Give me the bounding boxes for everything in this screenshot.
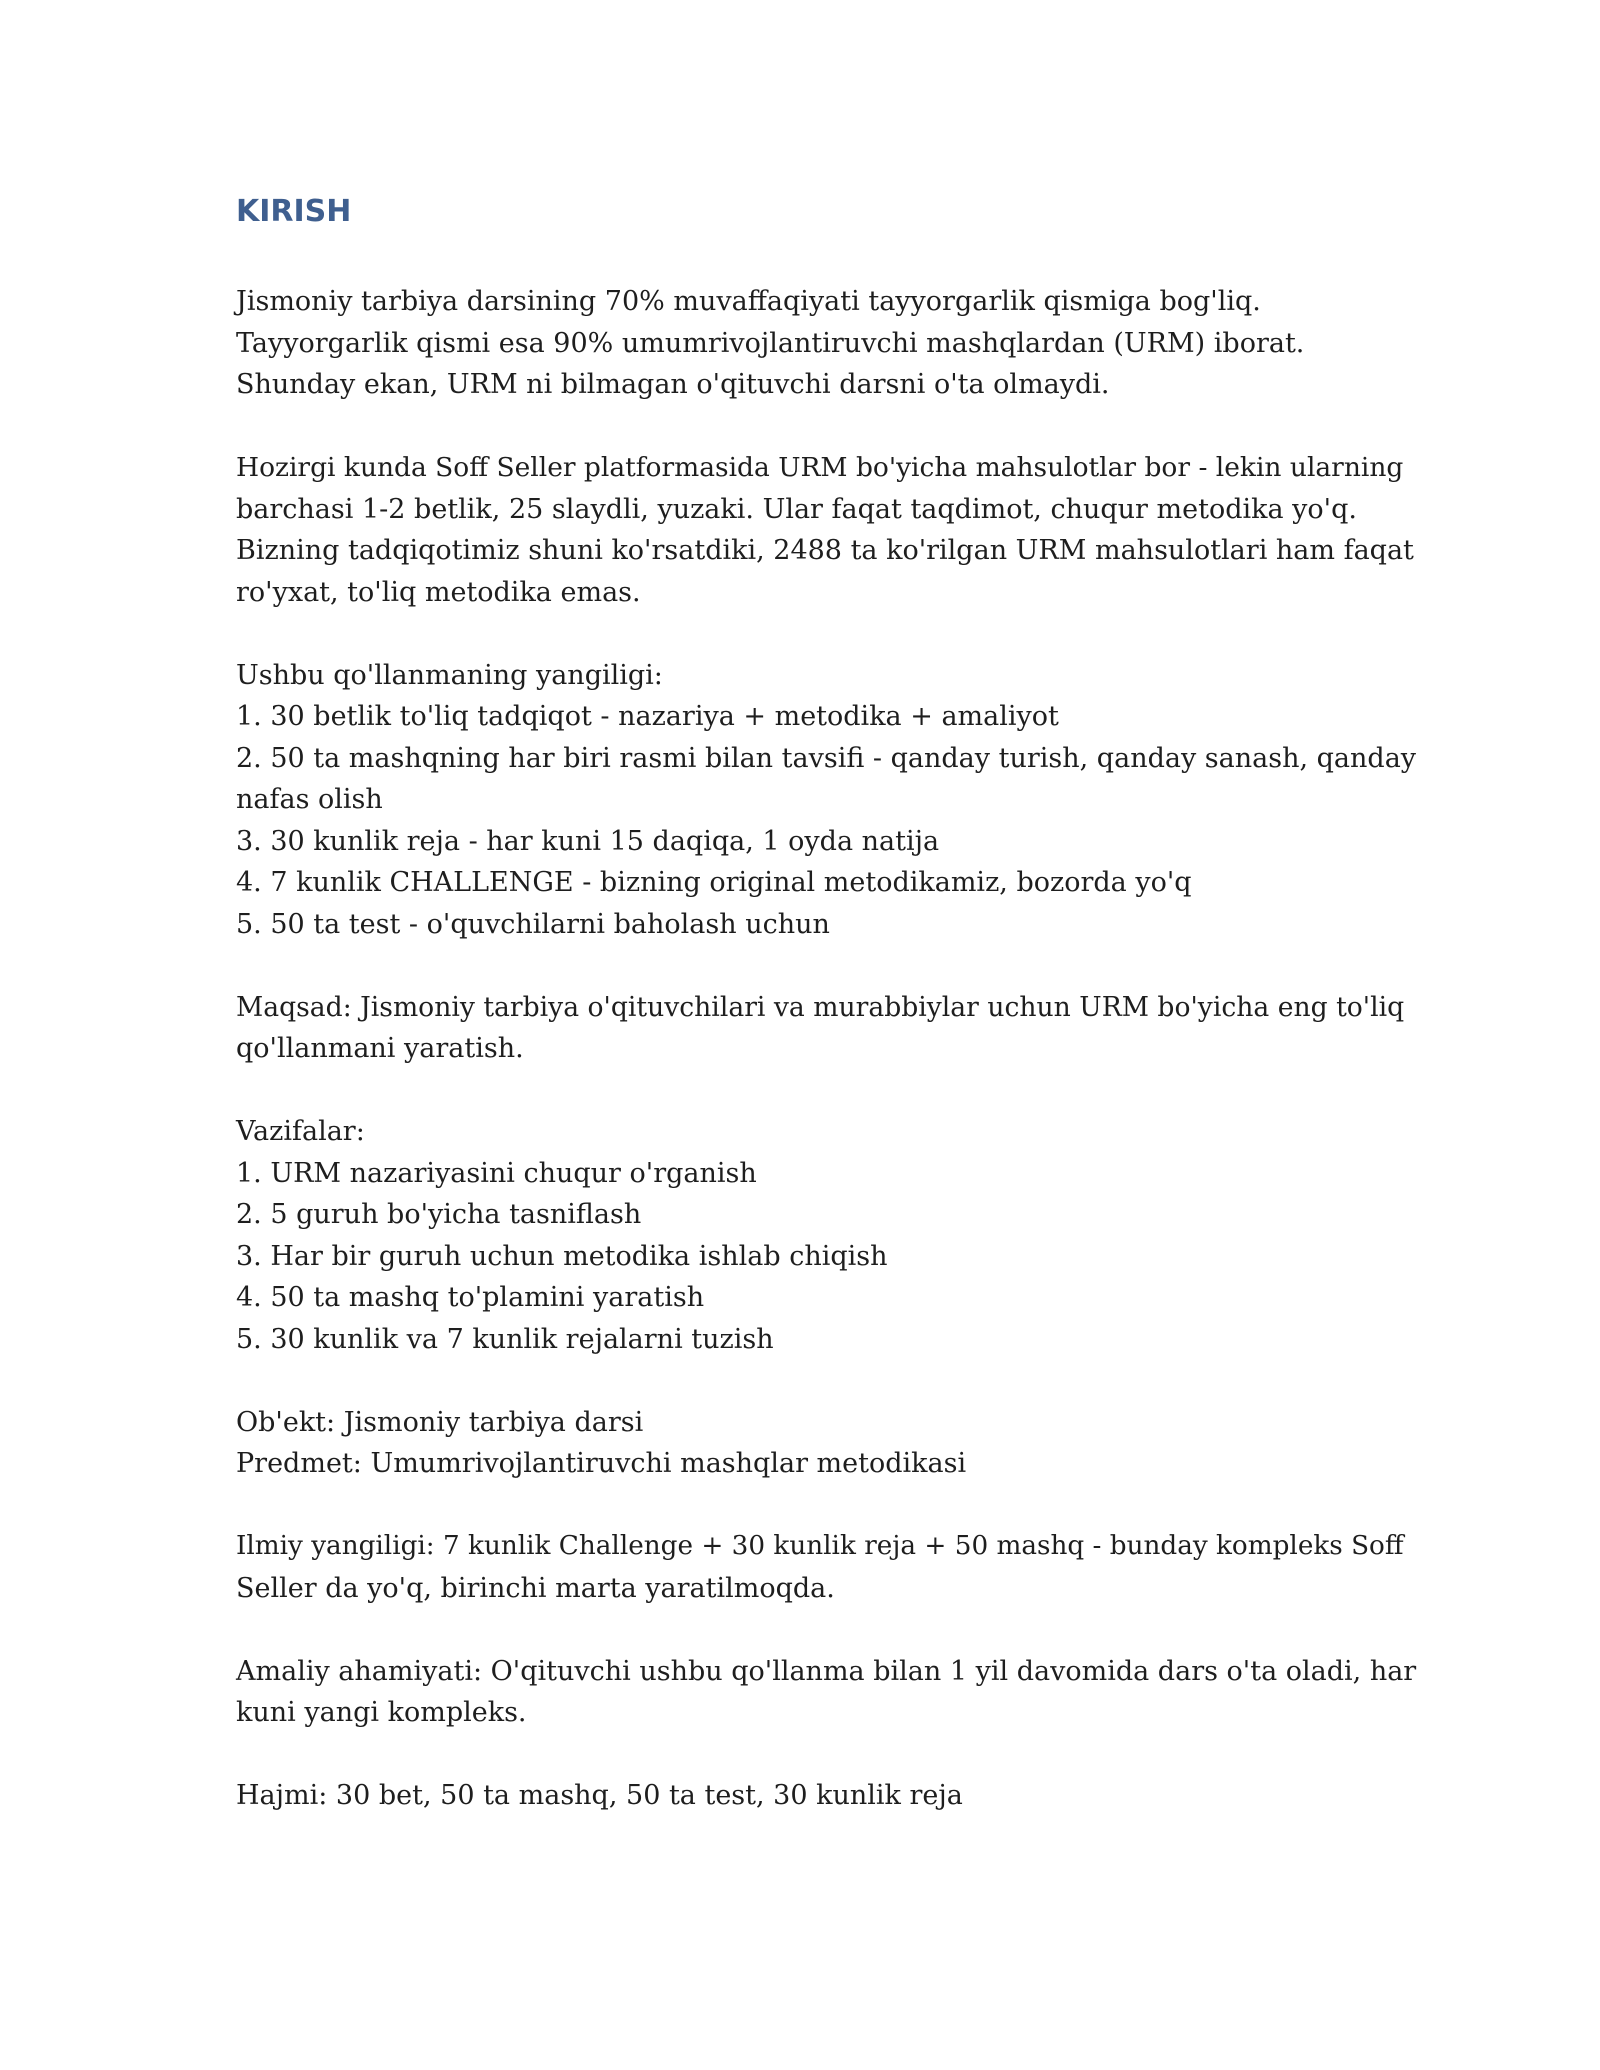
text-line: kuni yangi kompleks. bbox=[236, 1697, 527, 1728]
text-line: Hozirgi kunda Soff Seller platformasida URM bo'yicha mahsulotlar bor - lekin ularning bbox=[236, 452, 1404, 483]
market-paragraph bbox=[236, 447, 1416, 613]
novelty-list bbox=[236, 655, 1416, 946]
text-line: Seller da yo'q, birinchi marta yaratilmoqda. bbox=[236, 1572, 835, 1604]
list-item: 2. 50 ta mashqning har biri rasmi bilan tavsifi - qanday turish, qanday sanash, qanday bbox=[236, 742, 1417, 774]
volume-paragraph bbox=[236, 1775, 1416, 1817]
text-line: Maqsad: Jismoniy tarbiya o'qituvchilari va murabbiylar uchun URM bo'yicha eng to'liq bbox=[236, 991, 1405, 1023]
list-item: 4. 50 ta mashq to'plamini yaratish bbox=[236, 1282, 705, 1313]
text-line: Ob'ekt: Jismoniy tarbiya darsi bbox=[236, 1406, 644, 1438]
object-subject-paragraph bbox=[236, 1402, 1416, 1485]
text-line: Amaliy ahamiyati: O'qituvchi ushbu qo'llanma bilan 1 yil davomida dars o'ta oladi, har bbox=[236, 1655, 1417, 1687]
text-line: Predmet: Umumrivojlantiruvchi mashqlar metodikasi bbox=[236, 1448, 967, 1479]
text-line: Hajmi: 30 bet, 50 ta mashq, 50 ta test, 30 kunlik reja bbox=[236, 1780, 963, 1811]
goal-paragraph bbox=[236, 987, 1416, 1070]
document-body bbox=[236, 188, 1416, 1858]
text-line: barchasi 1-2 betlik, 25 slaydli, yuzaki. Ular faqat taqdimot, chuqur metodika yo'q. bbox=[236, 493, 1357, 525]
tasks-list bbox=[236, 1111, 1416, 1360]
list-item: 1. 30 betlik to'liq tadqiqot - nazariya + metodika + amaliyot bbox=[236, 701, 1059, 732]
list-item: 2. 5 guruh bo'yicha tasniflash bbox=[236, 1199, 642, 1230]
list-item: 1. URM nazariyasini chuqur o'rganish bbox=[236, 1157, 757, 1189]
list-item: 4. 7 kunlik CHALLENGE - bizning original metodikamiz, bozorda yo'q bbox=[236, 867, 1192, 898]
list-item: 3. 30 kunlik reja - har kuni 15 daqiqa, 1 oyda natija bbox=[236, 825, 940, 857]
practical-value-paragraph bbox=[236, 1651, 1416, 1734]
text-line: Shunday ekan, URM ni bilmagan o'qituvchi darsni o'ta olmaydi. bbox=[236, 369, 1110, 400]
list-title: Ushbu qo'llanmaning yangiligi: bbox=[236, 659, 663, 691]
text-line: Jismoniy tarbiya darsining 70% muvaffaqiyati tayyorgarlik qismiga bog'liq. bbox=[236, 286, 1261, 317]
list-item: 5. 30 kunlik va 7 kunlik rejalarni tuzish bbox=[236, 1323, 774, 1355]
text-line: Ilmiy yangiligi: 7 kunlik Challenge + 30 kunlik reja + 50 mashq - bunday kompleks Soff bbox=[236, 1531, 1404, 1561]
list-item: 5. 50 ta test - o'quvchilarni baholash uchun bbox=[236, 908, 830, 940]
list-title: Vazifalar: bbox=[236, 1116, 365, 1147]
section-heading: KIRISH bbox=[236, 194, 352, 229]
text-line: Bizning tadqiqotimiz shuni ko'rsatdiki, 2488 ta ko'rilgan URM mahsulotlari ham faqat bbox=[236, 535, 1414, 566]
list-item: 3. Har bir guruh uchun metodika ishlab chiqish bbox=[236, 1240, 888, 1272]
intro-paragraph bbox=[236, 281, 1416, 406]
text-line: qo'llanmani yaratish. bbox=[236, 1033, 524, 1064]
list-item: nafas olish bbox=[236, 784, 383, 815]
text-line: Tayyorgarlik qismi esa 90% umumrivojlantiruvchi mashqlardan (URM) iborat. bbox=[236, 327, 1305, 359]
scientific-novelty-paragraph bbox=[236, 1526, 1416, 1609]
text-line: ro'yxat, to'liq metodika emas. bbox=[236, 576, 641, 608]
